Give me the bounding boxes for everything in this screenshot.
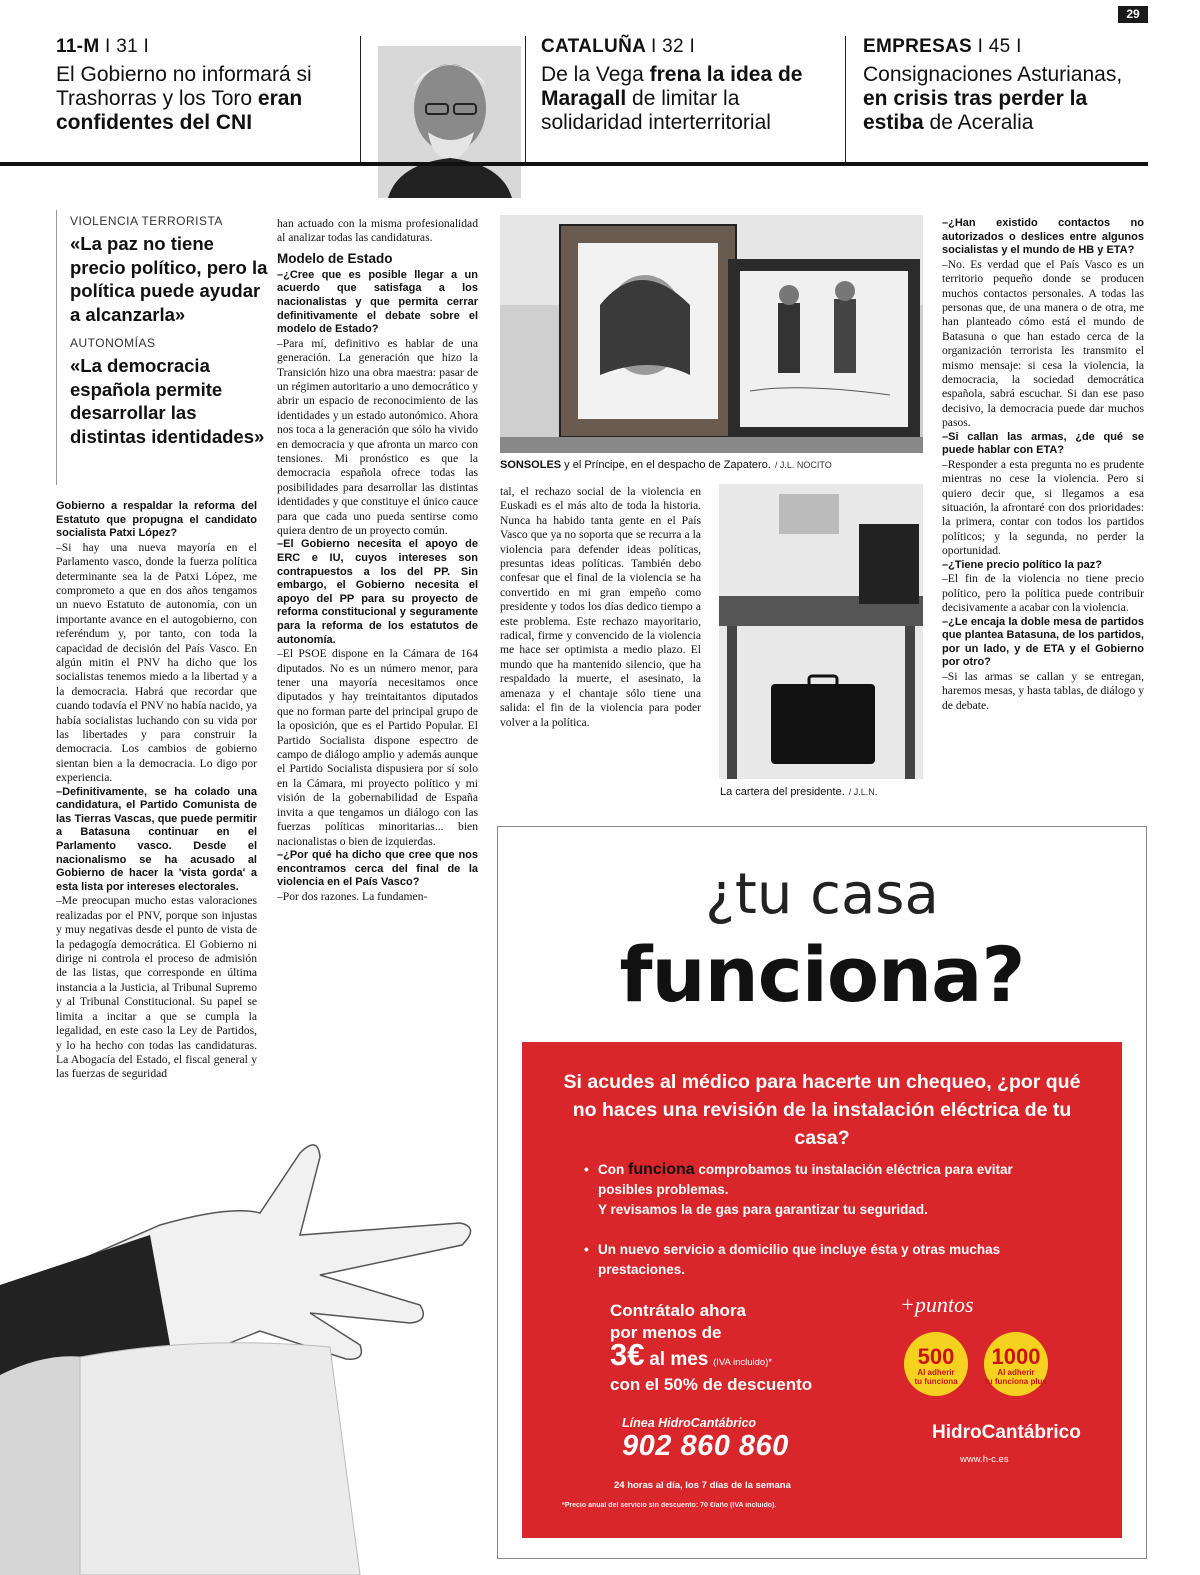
- photo-credit: / J.L.N.: [848, 787, 878, 797]
- points-label: +puntos: [900, 1292, 974, 1317]
- caption-text: y el Príncipe, en el despacho de Zapatero.: [561, 459, 771, 471]
- offer-period: al mes: [649, 1349, 709, 1370]
- interview-answer: –El fin de la violencia no tiene precio político, pero la política puede contribuir decisivamente a acabar con la violencia.: [942, 572, 1144, 615]
- ad-footnote: *Precio anual del servicio sin descuento: 70 €/año (IVA incluido).: [562, 1502, 777, 1509]
- teaser-text: Consignaciones Asturianas,: [863, 63, 1123, 86]
- hand-gesture-photo: [0, 1095, 500, 1575]
- interview-question: –¿Le encaja la doble mesa de partidos que plantea Batasuna, de los partidos, por un lado, y de ETA y el Gobierno por otro?: [942, 615, 1144, 669]
- bullet-icon: •: [584, 1242, 589, 1257]
- badge-text: tu funciona plus: [985, 1377, 1047, 1386]
- pull-quote: «La paz no tiene precio político, pero la política puede ayudar a alcanzarla»: [70, 233, 268, 325]
- ad-bullet: [584, 1240, 1068, 1280]
- quote-label: VIOLENCIA TERRORISTA: [70, 214, 223, 228]
- teaser-text: De la Vega: [541, 63, 650, 86]
- teaser-divider: [360, 36, 361, 164]
- offer-text: Contrátalo ahora: [610, 1301, 747, 1320]
- bullet-icon: •: [584, 1162, 589, 1177]
- photo-caption: [500, 459, 832, 471]
- header-rule: [0, 162, 1148, 166]
- article-column-3: [500, 485, 701, 730]
- page-number: 29: [1118, 6, 1148, 23]
- bullet-text: Con: [598, 1162, 628, 1177]
- ad-headline-brand: funciona?: [619, 930, 1025, 1019]
- offer-text: por menos de: [610, 1323, 722, 1342]
- teaser-text: de Aceralia: [923, 111, 1034, 134]
- teaser-text-bold: frena la idea de Maragall: [541, 63, 803, 110]
- teaser-divider: [525, 36, 526, 164]
- teaser-page-ref: I 32 I: [651, 36, 696, 57]
- ad-phone-line[interactable]: [622, 1416, 789, 1463]
- service-hours: 24 horas al día, los 7 días de la semana: [614, 1480, 791, 1491]
- interview-answer: –No. Es verdad que el País Vasco es un territorio pequeño donde se producen muchos contactos personales. A todas las personas que, de una manera o de otra, me han planteado cómo está el mundo de Batasuna o que han estado cerca de la organización terrorista les transmito el mismo mensaje: si cesa la violencia, la democracia, la sociedad democrática española, sabrá escuchar. Si dan ese paso decisivo, la democracia puede dar muchos pasos.: [942, 257, 1144, 430]
- interview-question: –¿Cree que es posible llegar a un acuerdo que satisfaga a los nacionalistas y que permita cerrar definitivamente el debate sobre el modelo de Estado?: [277, 268, 478, 336]
- politician-portrait-photo: [378, 46, 521, 198]
- bullet-text: comprobamos tu instalación eléctrica para evitar posibles problemas.: [598, 1162, 1013, 1197]
- framed-photos-image: [500, 215, 923, 453]
- ad-offer: [610, 1300, 812, 1396]
- briefcase-photo: [719, 484, 923, 779]
- teaser-text: El Gobierno no informará si Trashorras y los Toro: [56, 63, 312, 110]
- offer-discount: con el 50% de descuento: [610, 1375, 813, 1394]
- interview-question: –Definitivamente, se ha colado una candidatura, el Partido Comunista de las Tierras Vascas, que puede permitir a Batasuna continuar en el Parlamento vasco. Desde el nacionalismo se ha acusado al Gobierno de hacer la 'vista gorda' a esta lista por intereses electorales.: [56, 785, 257, 893]
- interview-answer: –Si hay una nueva mayoría en el Parlamento vasco, donde la fuerza política determinante sea la de Patxi López, me comprometo a que en dos años tengamos un nuevo Estatuto de autonomía, con un importante avance en el autogobierno, con referéndum y, por tanto, con toda la capacidad de decisión del País Vasco. En algún mitin el PNV ha dicho que los socialistas tenemos miedo a la libertad y a la democracia. Habrá que recordar que cuando todavía el PNV no había nacido, ya había socialistas luchando con su vida por las libertades y para construir la democracia. Los cambios de gobierno sientan bien a la democracia. Lo digo por experiencia.: [56, 540, 257, 785]
- section-heading: Modelo de Estado: [277, 250, 393, 266]
- teaser-kicker: CATALUÑA: [541, 36, 646, 57]
- pull-quotes-box: [56, 210, 268, 485]
- quote-label: AUTONOMÍAS: [70, 336, 156, 350]
- interview-answer: –Me preocupan mucho estas valoraciones realizadas por el PNV, porque son injustas y muy negativas desde el punto de vista de la pedagogía democrática. El Gobierno ni dirige ni controla el proceso de admisión de las listas, que corresponde en última instancia a la Justicia, al Tribunal Supremo y al Tribunal Constitucional. Su papel se limita a incitar a que se cumpla la legalidad, en este caso la Ley de Partidos, y lo ha hecho con todas las candidaturas. La Abogacía del Estado, el fiscal general y las fuerzas de seguridad: [56, 894, 257, 1081]
- offer-price: 3€: [610, 1337, 645, 1372]
- caption-text: La cartera del presidente.: [720, 786, 845, 798]
- teaser-page-ref: I 31 I: [105, 36, 150, 57]
- points-badge: [904, 1332, 968, 1396]
- teaser-cataluna[interactable]: [541, 36, 831, 166]
- interview-question: Gobierno a respaldar la reforma del Estatuto que propugna el candidato socialista Patxi López?: [56, 500, 257, 540]
- phone-label: Línea HidroCantábrico: [622, 1416, 757, 1430]
- interview-question: –El Gobierno necesita el apoyo de ERC e IU, cuyos intereses son contrapuestos a los del PP. Sin embargo, el Gobierno necesita el apoyo del PP para su proyecto de reforma constitucional y seguramente para la reforma de los estatutos de autonomía.: [277, 538, 478, 646]
- phone-number: 902 860 860: [622, 1430, 789, 1462]
- badge-text: Al adherir: [917, 1368, 955, 1377]
- teaser-kicker: 11-M: [56, 36, 100, 57]
- badge-points: 500: [917, 1344, 955, 1369]
- article-column-1: [56, 500, 257, 1082]
- badge-text: tu funciona: [914, 1377, 958, 1386]
- hidrocantabrico-logo: HidroCantábrico: [932, 1422, 1081, 1443]
- interview-question: –¿Por qué ha dicho que cree que nos encontramos cerca del final de la violencia en el País Vasco?: [277, 848, 478, 889]
- teaser-divider: [845, 36, 846, 164]
- article-column-4: [942, 217, 1144, 713]
- teaser-11m[interactable]: [56, 36, 356, 166]
- article-column-2: [277, 217, 478, 904]
- ad-lead-text: Si acudes al médico para hacerte un chequeo, ¿por qué no haces una revisión de la instalación eléctrica de tu casa?: [563, 1071, 1081, 1149]
- interview-question: –Si callan las armas, ¿de qué se puede hablar con ETA?: [942, 430, 1144, 457]
- offer-tax-note: (IVA incluido)*: [713, 1357, 773, 1368]
- teaser-page-ref: I 45 I: [977, 36, 1022, 57]
- teaser-text-bold: eran confidentes del CNI: [56, 87, 303, 134]
- interview-answer: –Responder a esta pregunta no es prudente mientras no cese la violencia. Pero si quiero decir que, si llegamos a esa situación, la afrontaré con dos prioridades: la primera, contar con todos los partidos políticos; y la segunda, no perder la oportunidad.: [942, 457, 1144, 558]
- badge-text: Al adherir: [997, 1368, 1035, 1377]
- website-link[interactable]: www.h-c.es: [960, 1454, 1009, 1465]
- interview-question: –¿Tiene precio político la paz?: [942, 558, 1102, 571]
- points-badge: [984, 1332, 1048, 1396]
- teaser-text: de limitar la solidaridad interterritorial: [541, 87, 771, 134]
- interview-answer: –El PSOE dispone en la Cámara de 164 diputados. No es un número menor, para tener una mayoría necesitamos once diputados y hay treintaitantos diputados que no forman parte del principal grupo de la oposición, que es el Partido Popular. El Partido Socialista dispone espectro de campo de diálogo amplio y además aunque el Partido Socialista dispusiera por sí solo en la Cámara, mi proyecto político y mi visión de la gobernabilidad de España invita a que tengamos un diálogo con las fuerzas políticas minoritarias... bien nacionalistas o bien de izquierdas.: [277, 647, 478, 848]
- badge-points: 1000: [991, 1344, 1041, 1369]
- bullet-text: Y revisamos la de gas para garantizar tu seguridad.: [598, 1202, 928, 1217]
- photo-credit: / J.L. NOCITO: [774, 460, 832, 470]
- ad-red-panel: [522, 1042, 1122, 1538]
- ad-headline: ¿tu casa: [705, 862, 939, 927]
- bullet-text: Un nuevo servicio a domicilio que incluye ésta y otras muchas prestaciones.: [598, 1242, 1001, 1277]
- teaser-empresas[interactable]: [863, 36, 1148, 166]
- ad-bullet: [584, 1160, 1068, 1220]
- teaser-kicker: EMPRESAS: [863, 36, 973, 57]
- interview-answer: –Por dos razones. La fundamen-: [277, 889, 428, 903]
- interview-answer: –Si las armas se callan y se entregan, haremos mesas, y hasta tablas, de diálogo y de debate.: [942, 669, 1144, 712]
- interview-answer: –Para mí, definitivo es hablar de una generación. La generación que hizo la Transición hizo una obra maestra: pasar de un régimen autoritario a uno democrático y abrir un espacio de reconocimiento de las identidades y un estado autonómico. Ahora nos toca a la generación que sólo ha vivido en democracia y que afronta un marco con tensiones. Mi pronóstico es que la democracia española ofrece todas las posibilidades para desarrollar las distintas identidades y que constituye el único cauce para que cada uno pueda sentirse como quiera dentro de un proyecto común.: [277, 336, 478, 538]
- interview-answer: han actuado con la misma profesionalidad al analizar todas las candidaturas.: [277, 217, 478, 245]
- interview-question: –¿Han existido contactos no autorizados o deslices entre algunos socialistas y el mundo de HB y ETA?: [942, 217, 1144, 257]
- section-teaser-bar: [0, 36, 1200, 166]
- photo-caption: [720, 786, 877, 798]
- caption-subject: SONSOLES: [500, 459, 562, 471]
- brand-name: funciona: [628, 1161, 695, 1178]
- teaser-text-bold: en crisis tras perder la estiba: [863, 87, 1088, 134]
- interview-answer: tal, el rechazo social de la violencia en Euskadi es el más alto de toda la historia. Nunca ha habido tanta gente en el País Vasco que ya no soporta que se recurra a la violencia para defender ideas políticas, presuntas ideas políticas. También debo confesar que el final de la violencia se ha convertido en mi gran empeño como presidente y todos los días dedico tiempo a este problema. Este rechazo mayoritario, radical, firme y convencido de la violencia me hace ser optimista a medio plazo. El mundo que ha mantenido silencio, que ha respaldado la muerte, el asesinato, la amenaza y el chantaje sólo tiene una salida: el fin de la violencia para poder volver a la política.: [500, 485, 701, 729]
- pull-quote: «La democracia española permite desarrollar las distintas identidades»: [70, 355, 265, 447]
